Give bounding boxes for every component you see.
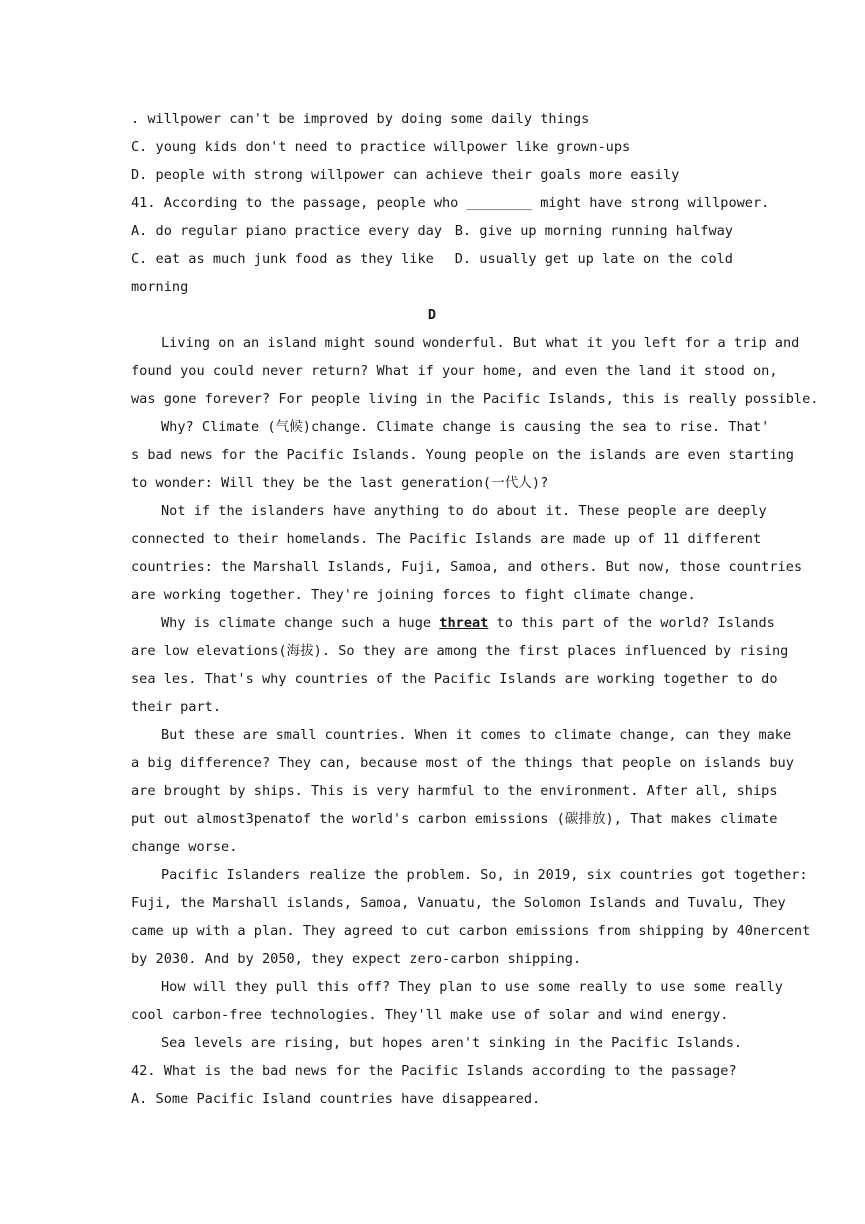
- q41-option-a: A. do regular piano practice every day: [131, 223, 442, 239]
- passage-line: put out almost3penatof the world's carbon emissions (碳排放), That makes climate: [131, 811, 778, 827]
- q41-option-d: D. usually get up late on the cold: [454, 251, 733, 267]
- passage-line: Why? Climate (气候)change. Climate change is causing the sea to rise. That': [161, 419, 770, 435]
- passage-line: s bad news for the Pacific Islands. Young people on the islands are even starting: [131, 447, 794, 463]
- q40-option-c: C. young kids don't need to practice willpower like grown-ups: [131, 139, 631, 155]
- passage-line: are working together. They're joining forces to fight climate change.: [131, 587, 696, 603]
- passage-line: [131, 609, 775, 637]
- passage-line: cool carbon-free technologies. They'll make use of solar and wind energy.: [131, 1007, 729, 1023]
- passage-paragraph-7: [131, 973, 783, 1029]
- q42-stem: 42. What is the bad news for the Pacific Islands according to the passage?: [131, 1063, 737, 1079]
- passage-paragraph-1: [131, 329, 819, 413]
- passage-line: Living on an island might sound wonderful. But what it you left for a trip and: [161, 335, 800, 351]
- q41-option-b: B. give up morning running halfway: [454, 223, 733, 239]
- passage-line: a big difference? They can, because most of the things that people on islands buy: [131, 755, 794, 771]
- passage-line: are brought by ships. This is very harmful to the environment. After all, ships: [131, 783, 778, 799]
- passage-line: change worse.: [131, 839, 238, 855]
- passage-paragraph-8: Sea levels are rising, but hopes aren't sinking in the Pacific Islands.: [161, 1035, 743, 1051]
- passage-line: Pacific Islanders realize the problem. So, in 2019, six countries got together:: [161, 867, 808, 883]
- q41-option-d-continued: morning: [131, 279, 189, 295]
- passage-line: their part.: [131, 699, 222, 715]
- section-label: D: [427, 307, 437, 323]
- passage-line: are low elevations(海拔). So they are among the first places influenced by rising: [131, 643, 789, 659]
- passage-line: to wonder: Will they be the last generation(一代人)?: [131, 475, 549, 491]
- passage-line: was gone forever? For people living in the Pacific Islands, this is really possible.: [131, 391, 819, 407]
- passage-paragraph-4: [131, 609, 789, 721]
- passage-line: Not if the islanders have anything to do about it. These people are deeply: [161, 503, 767, 519]
- passage-paragraph-5: [131, 721, 794, 861]
- passage-text: to this part of the world? Islands: [488, 615, 775, 631]
- passage-line: But these are small countries. When it comes to climate change, can they make: [161, 727, 792, 743]
- passage-paragraph-3: [131, 497, 803, 609]
- q41-option-c: C. eat as much junk food as they like: [131, 251, 434, 267]
- passage-line: Fuji, the Marshall islands, Samoa, Vanuatu, the Solomon Islands and Tuvalu, They: [131, 895, 786, 911]
- q41-options-row-2: [131, 245, 733, 273]
- document-page: [131, 105, 819, 1113]
- q41-options-row-1: [131, 217, 733, 245]
- underlined-keyword-threat: threat: [439, 615, 489, 631]
- passage-paragraph-2: [131, 413, 794, 497]
- passage-line: found you could never return? What if your home, and even the land it stood on,: [131, 363, 778, 379]
- q40-option-b: . willpower can't be improved by doing some daily things: [131, 111, 590, 127]
- passage-line: by 2030. And by 2050, they expect zero-carbon shipping.: [131, 951, 582, 967]
- q40-option-d: D. people with strong willpower can achieve their goals more easily: [131, 167, 680, 183]
- passage-line: How will they pull this off? They plan to use some really to use some really: [161, 979, 783, 995]
- passage-line: came up with a plan. They agreed to cut carbon emissions from shipping by 40nercent: [131, 923, 811, 939]
- passage-line: connected to their homelands. The Pacific Islands are made up of 11 different: [131, 531, 762, 547]
- passage-line: sea les. That's why countries of the Pacific Islands are working together to do: [131, 671, 778, 687]
- passage-paragraph-6: [131, 861, 811, 973]
- passage-line: countries: the Marshall Islands, Fuji, Samoa, and others. But now, those countries: [131, 559, 803, 575]
- q41-stem: 41. According to the passage, people who ________ might have strong willpower.: [131, 195, 770, 211]
- passage-text: Why is climate change such a huge: [161, 615, 440, 631]
- q42-option-a: A. Some Pacific Island countries have disappeared.: [131, 1091, 541, 1107]
